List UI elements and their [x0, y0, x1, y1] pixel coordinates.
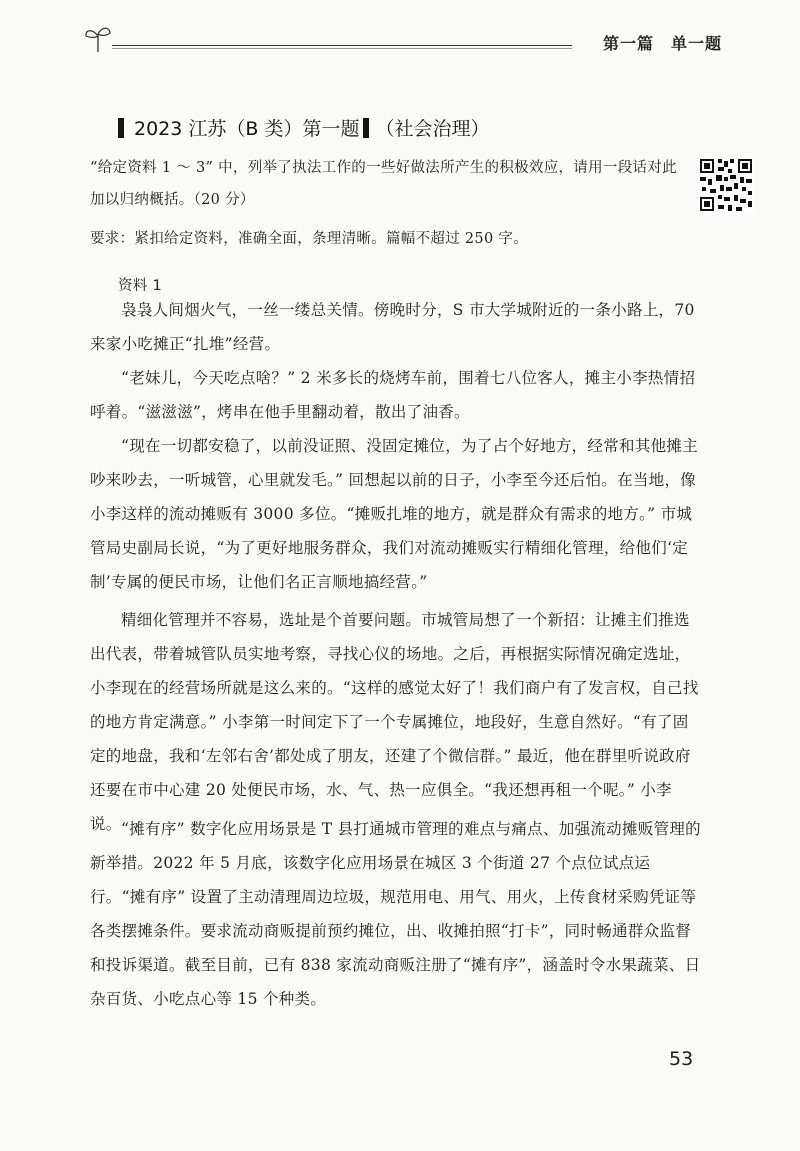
material-paragraph: “老妹儿，今天吃点啥？” 2 米多长的烧烤车前，围着七八位客人，摊主小李热情招呼着。“滋滋滋”，烤串在他手里翻动着，散出了油香。	[90, 369, 696, 421]
title-main: 2023 江苏（B 类）第一题	[134, 118, 360, 140]
header-rule-thin	[112, 48, 572, 49]
requirement-text: 要求：紧扣给定资料，准确全面，条理清晰。篇幅不超过 250 字。	[90, 231, 528, 247]
title-bar-right	[363, 118, 369, 138]
sprout-icon	[82, 24, 114, 54]
material-paragraph: 精细化管理并不容易，选址是个首要问题。市城管局想了一个新招：让摊主们推选出代表，带着城管队员实地考察，寻找心仪的场地。之后，再根据实际情况确定选址，小李现在的经营场所就是这么来的。“这样的感觉太好了！我们商户有了发言权，自己找的地方肯定满意。” 小李第一时间定下了一个专属摊位，地段好，生意自然好。“有了固定的地盘，我和‘左邻右舍’都处成了朋友，还建了个微信群。” 最近，他在群里听说政府还要在市中心建 20 处便民市场，水、气、热一应俱全。“我还想再租一个呢。” 小李说。	[90, 611, 699, 833]
material-paragraph: “现在一切都安稳了，以前没证照、没固定摊位，为了占个好地方，经常和其他摊主吵来吵去，一听城管，心里就发毛。” 回想起以前的日子，小李至今还后怕。在当地，像小李这样的流动摊贩有 3000 多位。“摊贩扎堆的地方，就是群众有需求的地方。” 市城管局史副局长说，“为了更好地服务群众，我们对流动摊贩实行精细化管理，给他们‘定制’专属的便民市场，让他们名正言顺地搞经营。”	[90, 437, 699, 591]
material-paragraph: “摊有序” 数字化应用场景是 T 县打通城市管理的难点与痛点、加强流动摊贩管理的新举措。2022 年 5 月底，该数字化应用场景在城区 3 个街道 27 个点位试点运行。“摊有序” 设置了主动清理周边垃圾，规范用电、用气、用火，上传食材采购凭证等各类摆摊条件。要求流动商贩提前预约摊位，出、收摊拍照“打卡”，同时畅通群众监督和投诉渠道。截至目前，已有 838 家流动商贩注册了“摊有序”，涵盖时令水果蔬菜、日杂百货、小吃点心等 15 个种类。	[90, 820, 701, 1008]
section-title	[118, 114, 489, 141]
page-number: 53	[669, 1048, 694, 1070]
material-label: 资料 1	[118, 278, 163, 294]
material-paragraph: 袅袅人间烟火气，一丝一缕总关情。傍晚时分，S 市大学城附近的一条小路上，70 来家小吃摊正“扎堆”经营。	[90, 301, 695, 353]
title-bar-left	[118, 118, 124, 138]
qr-code-icon	[698, 157, 754, 213]
chapter-label: 第一篇 单一题	[602, 34, 722, 53]
question-text: “给定资料 1 ～ 3” 中，列举了执法工作的一些好做法所产生的积极效应，请用一段话对此加以归纳概括。（20 分）	[90, 160, 677, 208]
header-rule	[112, 45, 572, 46]
title-topic: （社会治理）	[375, 118, 490, 140]
running-header	[82, 22, 722, 62]
